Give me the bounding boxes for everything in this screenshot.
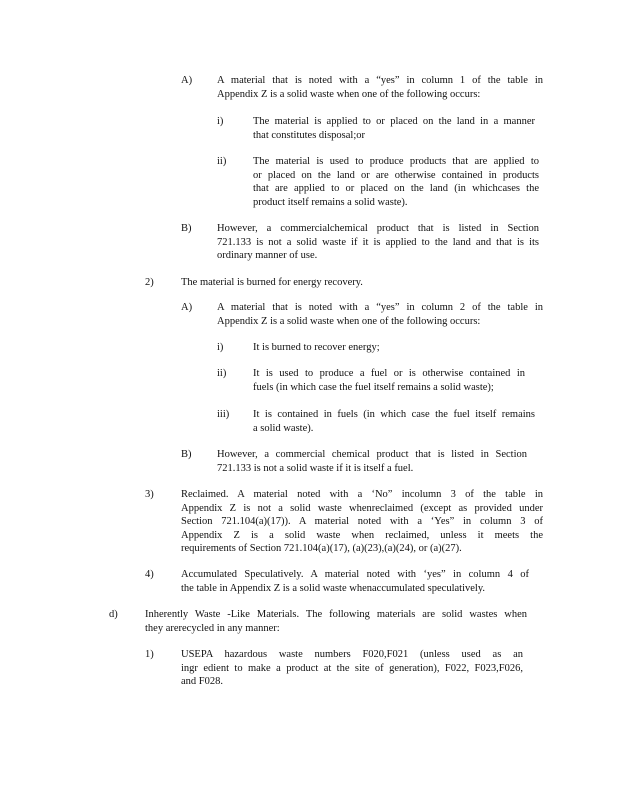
item-text-line: or placed on the land or are otherwise contained in products <box>253 169 539 181</box>
item-text-line: requirements of Section 721.104(a)(17), (a)(23),(a)(24), or (a)(27). <box>181 543 462 554</box>
item-text-line: Appendix Z is a solid waste when reclaimed, unless it meets the <box>181 529 543 541</box>
item-text-line: The material is applied to or placed on the land in a manner <box>253 116 535 127</box>
item-text-line: Appendix Z is a solid waste when one of the following occurs: <box>217 88 481 100</box>
item-text-line: A material that is noted with a “yes” in column 2 of the table in <box>217 302 543 313</box>
item-label: ii) <box>217 368 227 379</box>
item-label: d) <box>109 609 118 620</box>
item-text-line: It is burned to recover energy; <box>253 342 380 353</box>
item-label: A) <box>181 302 193 313</box>
item-label: B) <box>181 223 192 234</box>
item-label: A) <box>181 75 193 86</box>
item-text-line: The material is burned for energy recovery. <box>181 277 363 288</box>
item-label: B) <box>181 449 192 460</box>
item-text-line: Reclaimed. A material noted with a ‘No” incolumn 3 of the table in <box>181 489 543 500</box>
item-label: i) <box>217 116 224 127</box>
item-text-line: It is used to produce a fuel or is otherwise contained in <box>253 368 525 379</box>
item-text-line: ingr edient to make a product at the site of generation), F022, F023,F026, <box>181 662 523 674</box>
item-label: 1) <box>145 649 154 660</box>
item-label: 4) <box>145 569 154 580</box>
item-text-line: Accumulated Speculatively. A material noted with ‘yes” in column 4 of <box>181 569 529 580</box>
item-text-line: Section 721.104(a)(17)). A material noted with a ‘Yes” in column 3 of <box>181 516 543 527</box>
item-text-line: the table in Appendix Z is a solid waste whenaccumulated speculatively. <box>181 582 486 594</box>
item-label: i) <box>217 342 224 353</box>
item-label: 3) <box>145 489 154 500</box>
item-text-line: 721.133 is not a solid waste if it is applied to the land and that is its <box>217 236 539 248</box>
item-text-line: product itself remains a solid waste). <box>253 196 408 208</box>
item-text-line: they arerecycled in any manner: <box>145 622 280 634</box>
item-text-line: However, a commercialchemical product that is listed in Section <box>217 223 539 234</box>
item-text-line: and F028. <box>181 676 223 687</box>
item-text-line: USEPA hazardous waste numbers F020,F021 (unless used as an <box>181 649 523 660</box>
item-text-line: A material that is noted with a “yes” in column 1 of the table in <box>217 75 543 86</box>
item-text-line: ordinary manner of use. <box>217 250 318 261</box>
item-text-line: that constitutes disposal;or <box>253 129 365 141</box>
item-text-line: Appendix Z is not a solid waste whenreclaimed (except as provided under <box>181 502 543 514</box>
item-text-line: Appendix Z is a solid waste when one of the following occurs: <box>217 315 481 327</box>
item-label: 2) <box>145 277 154 288</box>
item-text-line: 721.133 is not a solid waste if it is itself a fuel. <box>217 462 414 474</box>
item-label: iii) <box>217 409 230 420</box>
item-label: ii) <box>217 156 227 167</box>
item-text-line: Inherently Waste -Like Materials. The following materials are solid wastes when <box>145 609 527 620</box>
item-text-line: However, a commercial chemical product that is listed in Section <box>217 449 527 460</box>
item-text-line: fuels (in which case the fuel itself remains a solid waste); <box>253 381 494 393</box>
item-text-line: a solid waste). <box>253 422 314 434</box>
item-text-line: The material is used to produce products that are applied to <box>253 156 539 167</box>
item-text-line: It is contained in fuels (in which case the fuel itself remains <box>253 409 535 420</box>
item-text-line: that are applied to or placed on the land (in whichcases the <box>253 183 539 194</box>
